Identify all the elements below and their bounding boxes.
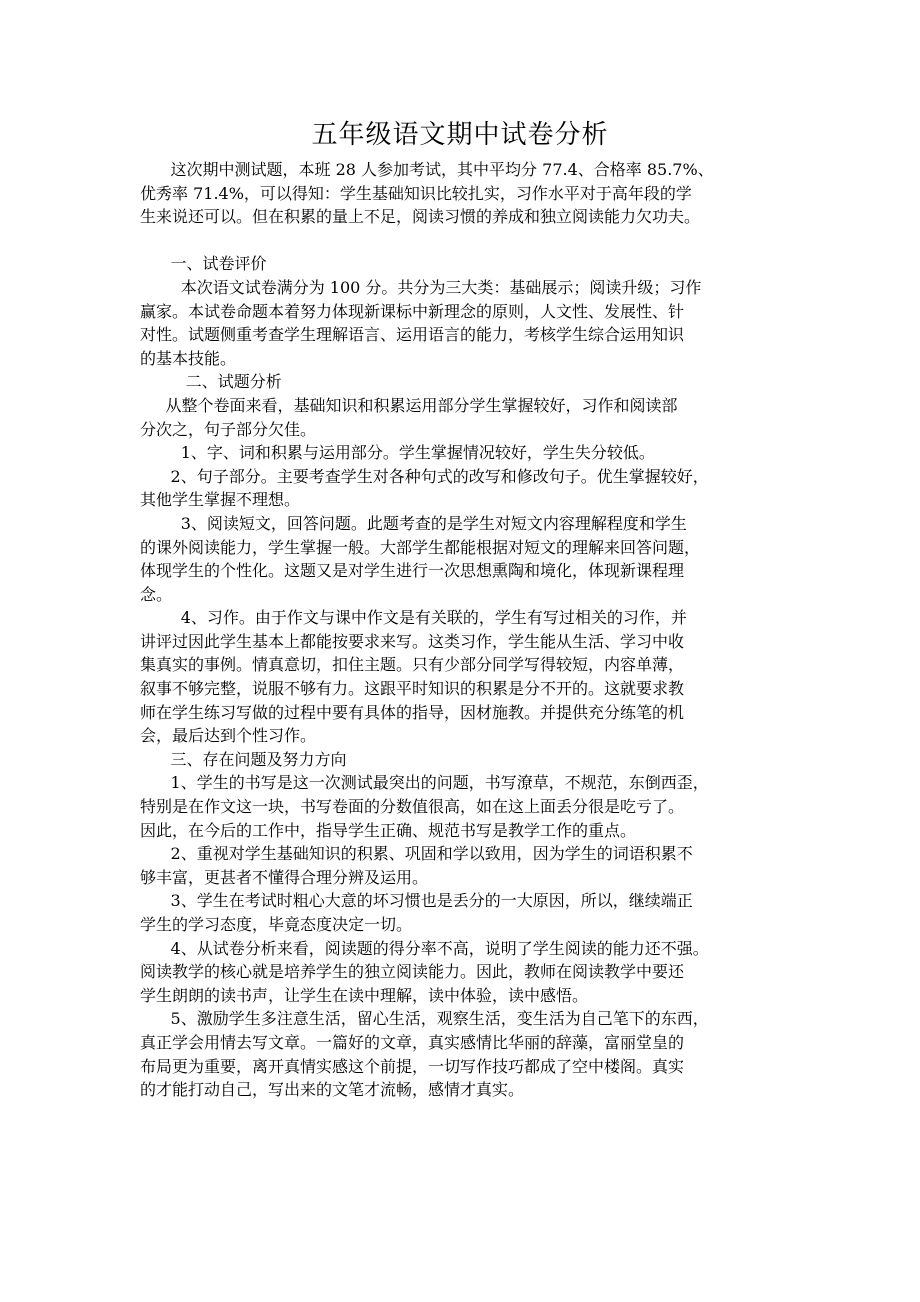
text-line: 4、从试卷分析来看，阅读题的得分率不高，说明了学生阅读的能力还不强。: [140, 938, 709, 958]
text-line: 阅读教学的核心就是培养学生的独立阅读能力。因此，教师在阅读教学中要还: [140, 962, 685, 982]
text-line: 3、学生在考试时粗心大意的坏习惯也是丢分的一大原因，所以，继续端正: [140, 891, 693, 911]
text-line: 5、激励学生多注意生活，留心生活，观察生活，变生活为自己笔下的东西，: [140, 1009, 709, 1029]
text-line: 的才能打动自己，写出来的文笔才流畅，感情才真实。: [140, 1080, 525, 1100]
text-line: 3、阅读短文，回答问题。此题考查的是学生对短文内容理解程度和学生: [140, 513, 687, 533]
text-line: 师在学生练习写做的过程中要有具体的指导，因材施教。并提供充分练笔的机: [140, 702, 685, 722]
text-line: 集真实的事例。情真意切，扣住主题。只有少部分同学写得较短，内容单薄，: [140, 655, 685, 675]
text-line: 学生朗朗的读书声，让学生在读中理解，读中体验，读中感悟。: [140, 985, 589, 1005]
text-line: 二、试题分析: [140, 372, 282, 392]
text-line: 赢家。本试卷命题本着努力体现新课标中新理念的原则，人文性、发展性、针: [140, 301, 685, 321]
text-line: 这次期中测试题，本班 28 人参加考试，其中平均分 77.4、合格率 85.7%、: [140, 160, 714, 179]
text-line: 2、句子部分。主要考查学生对各种句式的改写和修改句子。优生掌握较好，: [140, 466, 709, 486]
text-line: 体现学生的个性化。这题又是对学生进行一次思想熏陶和境化，体现新课程理: [140, 561, 685, 581]
text-line: 4、习作。由于作文与课中作文是有关联的，学生有写过相关的习作，并: [140, 608, 687, 628]
text-line: 本次语文试卷满分为 100 分。共分为三大类：基础展示；阅读升级；习作: [140, 277, 702, 297]
text-line: 优秀率 71.4%，可以得知：学生基础知识比较扎实，习作水平对于高年段的学: [140, 183, 692, 203]
text-line: 2、重视对学生基础知识的积累、巩固和学以致用，因为学生的词语积累不: [140, 844, 693, 864]
document-title: 五年级语文期中试卷分析: [311, 120, 609, 150]
text-line: 1、学生的书写是这一次测试最突出的问题，书写潦草，不规范，东倒西歪，: [140, 773, 709, 793]
document-body: [140, 158, 790, 1102]
text-line: 三、存在问题及努力方向: [140, 749, 347, 769]
text-line: 分次之，句子部分欠佳。: [140, 419, 317, 439]
text-line: 其他学生掌握不理想。: [140, 490, 301, 510]
text-line: 讲评过因此学生基本上都能按要求来写。这类习作，学生能从生活、学习中收: [140, 631, 685, 651]
text-line: 够丰富，更甚者不懂得合理分辨及运用。: [140, 867, 429, 887]
text-line: 因此，在今后的工作中，指导学生正确、规范书写是教学工作的重点。: [140, 820, 637, 840]
text-line: 特别是在作文这一块，书写卷面的分数值很高，如在这上面丢分很是吃亏了。: [140, 797, 685, 817]
text-line: 生来说还可以。但在积累的量上不足，阅读习惯的养成和独立阅读能力欠功夫。: [140, 207, 701, 227]
text-line: 1、字、词和积累与运用部分。学生掌握情况较好，学生失分较低。: [140, 443, 655, 463]
text-line: 念。: [140, 584, 173, 604]
text-line: 的课外阅读能力，学生掌握一般。大部学生都能根据对短文的理解来回答问题，: [140, 537, 701, 557]
text-line: 学生的学习态度，毕竟态度决定一切。: [140, 915, 413, 934]
text-line: 的基本技能。: [140, 348, 237, 368]
text-line: 会，最后达到个性习作。: [140, 726, 317, 746]
text-line: 对性。试题侧重考查学生理解语言、运用语言的能力，考核学生综合运用知识: [140, 325, 685, 345]
text-line: 真正学会用情去写文章。一篇好的文章，真实感情比华丽的辞藻，富丽堂皇的: [140, 1032, 685, 1052]
text-line: 从整个卷面来看，基础知识和积累运用部分学生掌握较好，习作和阅读部: [140, 395, 678, 415]
blank-line: [140, 229, 790, 253]
text-line: 叙事不够完整，说服不够有力。这跟平时知识的积累是分不开的。这就要求教: [140, 679, 685, 699]
text-line: 一、试卷评价: [140, 254, 267, 274]
text-line: 布局更为重要，离开真情实感这个前提，一切写作技巧都成了空中楼阁。真实: [140, 1056, 685, 1076]
